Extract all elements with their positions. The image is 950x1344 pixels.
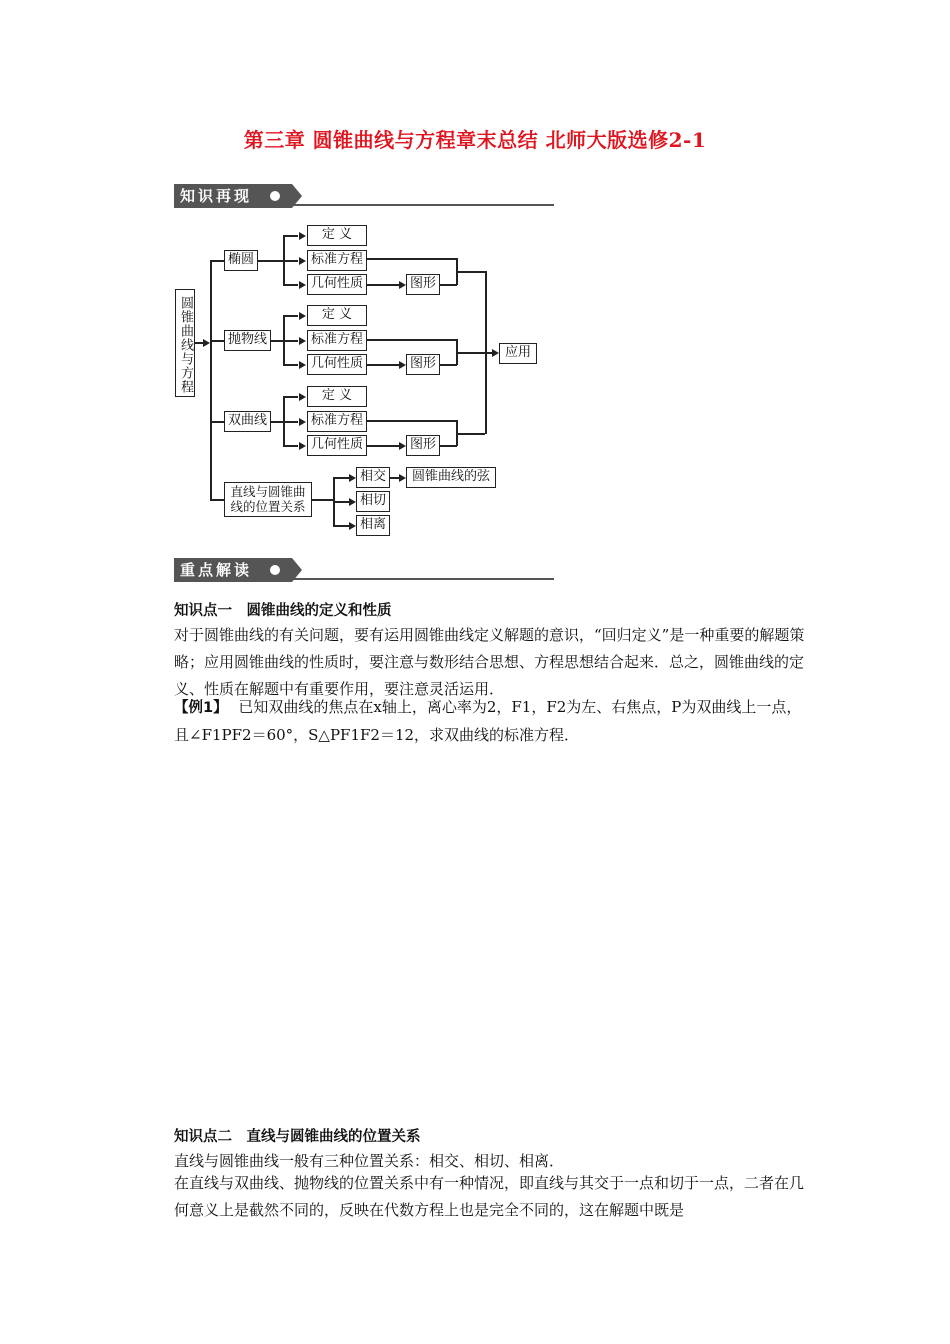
node-hyperbola: 双曲线 <box>224 411 271 432</box>
node-parabola: 抛物线 <box>224 330 271 351</box>
section-label: 重点解读 <box>180 561 253 579</box>
arrow-icon <box>349 522 356 530</box>
arrow-icon <box>399 281 406 289</box>
kp2-paragraph-2: 在直线与双曲线、抛物线的位置关系中有一种情况，即直线与其交于一点和切于一点，二者在几何意义上是截然不同的，反映在代数方程上也是完全不同的，这在解题中既是 <box>174 1174 805 1219</box>
node-definition: 定 义 <box>307 225 367 246</box>
node-standard-equation: 标准方程 <box>307 411 367 432</box>
node-application: 应用 <box>499 343 537 364</box>
arrow-icon <box>203 339 210 347</box>
connector <box>333 525 349 527</box>
connector <box>457 271 485 273</box>
connector <box>333 477 349 479</box>
arrow-icon <box>299 393 306 401</box>
connector <box>283 284 298 286</box>
section-header-knowledge-review <box>174 184 554 210</box>
arrow-icon <box>299 232 306 240</box>
example-tag: 【例1】 <box>174 700 228 716</box>
arrow-icon <box>399 442 406 450</box>
arrow-icon <box>349 474 356 482</box>
document-title: 第三章 圆锥曲线与方程章末总结 北师大版选修2-1 <box>243 128 707 152</box>
node-definition: 定 义 <box>307 305 367 326</box>
example-1 <box>174 694 814 749</box>
connector <box>333 501 349 503</box>
arrow-icon <box>492 349 499 357</box>
arrow-icon <box>299 257 306 265</box>
example-text: 已知双曲线的焦点在x轴上，离心率为2，F1，F2为左、右焦点，P为双曲线上一点，且∠F1PF2＝60°，S△PF1F2＝12，求双曲线的标准方程． <box>174 698 802 744</box>
node-chord: 圆锥曲线的弦 <box>406 467 496 488</box>
section-label: 知识再现 <box>180 187 253 205</box>
kp2-paragraph-1: 直线与圆锥曲线一般有三种位置关系：相交、相切、相离． <box>174 1152 565 1170</box>
arrow-icon <box>349 498 356 506</box>
connector <box>283 235 298 237</box>
connector <box>440 364 457 366</box>
connector <box>367 445 399 447</box>
connector <box>258 260 283 262</box>
bullet-dot-icon <box>270 191 280 201</box>
arrow-icon <box>399 474 406 482</box>
node-line-relation: 直线与圆锥曲线的位置关系 <box>224 482 312 517</box>
node-separate: 相离 <box>356 515 390 536</box>
arrow-icon <box>399 361 406 369</box>
connector <box>367 339 457 341</box>
node-standard-equation: 标准方程 <box>307 330 367 351</box>
kp1-heading: 知识点一 圆锥曲线的定义和性质 <box>174 603 392 619</box>
connector <box>210 421 224 423</box>
connector <box>210 260 212 500</box>
connector <box>367 364 399 366</box>
connector <box>367 284 399 286</box>
node-figure: 图形 <box>406 354 440 375</box>
bullet-dot-icon <box>270 565 280 575</box>
connector <box>210 260 224 262</box>
node-figure: 图形 <box>406 435 440 456</box>
section-rule <box>292 578 554 580</box>
connector <box>367 258 457 260</box>
arrow-icon <box>299 442 306 450</box>
connector <box>283 445 298 447</box>
section-header-key-points <box>174 558 554 584</box>
connector <box>283 315 298 317</box>
node-figure: 图形 <box>406 274 440 295</box>
node-definition: 定 义 <box>307 386 367 407</box>
node-standard-equation: 标准方程 <box>307 250 367 271</box>
connector <box>210 499 224 501</box>
connector <box>283 260 298 262</box>
connector <box>283 421 298 423</box>
kp2-heading: 知识点二 直线与圆锥曲线的位置关系 <box>174 1129 421 1145</box>
arrow-icon <box>299 281 306 289</box>
node-geometric-properties: 几何性质 <box>307 435 367 456</box>
connector <box>367 420 457 422</box>
node-intersect: 相交 <box>356 467 390 488</box>
node-tangent: 相切 <box>356 491 390 512</box>
connector <box>312 499 334 501</box>
node-geometric-properties: 几何性质 <box>307 354 367 375</box>
connector <box>283 364 298 366</box>
node-geometric-properties: 几何性质 <box>307 274 367 295</box>
arrow-icon <box>299 312 306 320</box>
connector <box>210 340 224 342</box>
root-node: 圆锥曲线与方程 <box>175 289 195 397</box>
kp1-paragraph: 对于圆锥曲线的有关问题，要有运用圆锥曲线定义解题的意识，“回归定义”是一种重要的解题策略；应用圆锥曲线的性质时，要注意与数形结合思想、方程思想结合起来．总之，圆锥曲线的定义、性质在解题中有重要作用，要注意灵活运用． <box>174 626 805 698</box>
arrow-icon <box>299 337 306 345</box>
arrow-icon <box>299 418 306 426</box>
arrow-icon <box>299 361 306 369</box>
connector <box>283 396 298 398</box>
connector <box>440 445 457 447</box>
section-rule <box>292 204 554 206</box>
connector <box>457 352 485 354</box>
connector <box>271 340 283 342</box>
connector <box>440 284 457 286</box>
connector <box>283 340 298 342</box>
connector <box>271 421 283 423</box>
node-ellipse: 椭圆 <box>224 250 258 271</box>
connector <box>457 433 485 435</box>
